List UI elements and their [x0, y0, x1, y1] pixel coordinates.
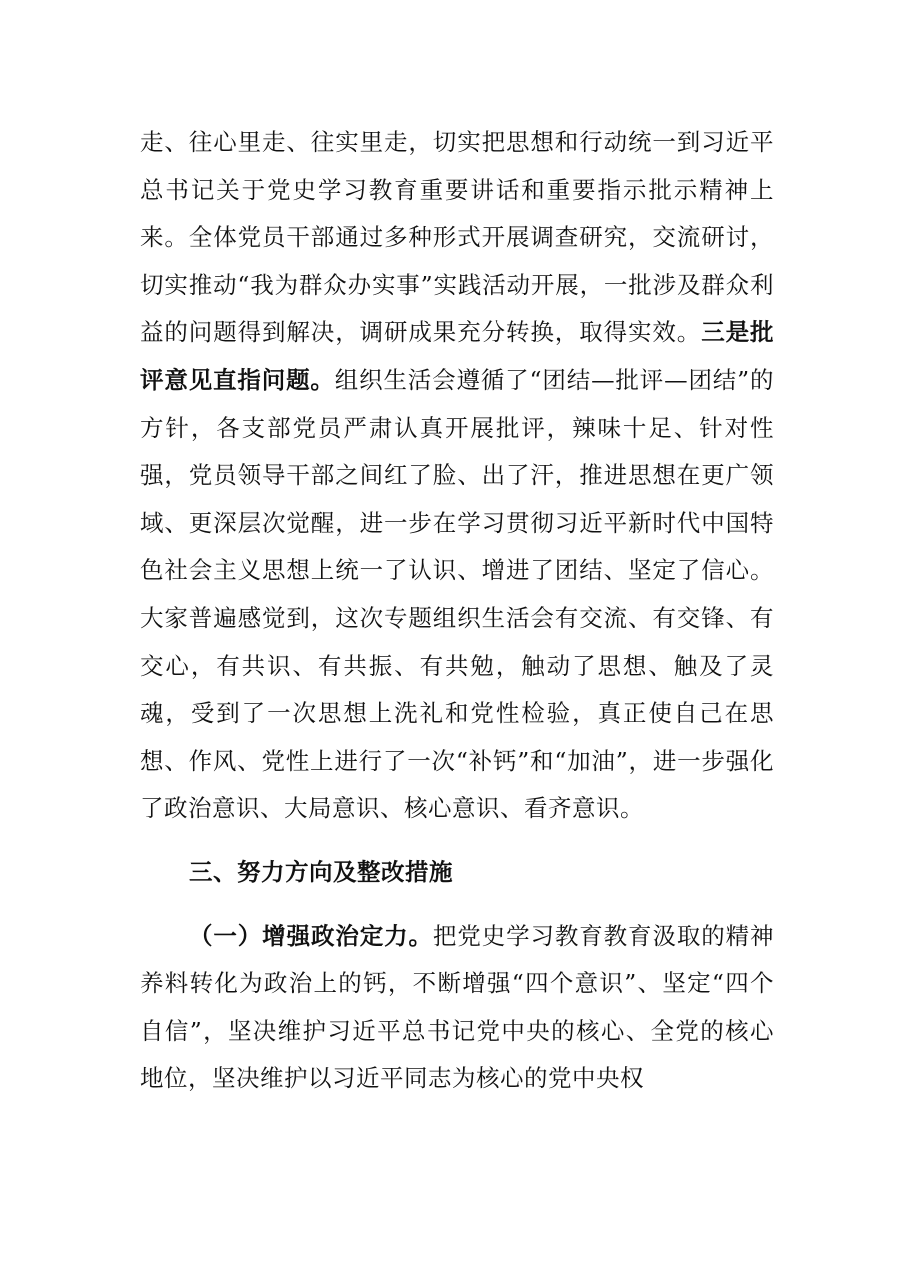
paragraph-bold-lead: （一）增强政治定力。: [189, 921, 433, 950]
section-heading: 三、努力方向及整改措施: [189, 857, 453, 886]
paragraph-text: 组织生活会遵循了“团结—批评—团结”的方针，各支部党员严肃认真开展批评，辣味十足、针对性强，党员领导干部之间红了脸、出了汗，推进思想在更广领域、更深层次觉醒，进一步在学习贯彻习近平新时代中国特色社会主义思想上统一了认识、增进了团结、坚定了信心。大家普遍感觉到，这次专题组织生活会有交流、有交锋、有交心，有共识、有共振、有共勉，触动了思想、触及了灵魂，受到了一次思想上洗礼和党性检验，真正使自己在思想、作风、党性上进行了一次“补钙”和“加油”，进一步强化了政治意识、大局意识、核心意识、看齐意识。: [140, 365, 775, 823]
paragraph-continuation: [140, 119, 774, 833]
document-body: [140, 119, 774, 1103]
paragraph-text: 把党史学习教育教育汲取的精神养料转化为政治上的钙，不断增强“四个意识”、坚定“四个自信”，坚决维护习近平总书记党中央的核心、全党的核心地位，坚决维护以习近平同志为核心的党中央权: [140, 921, 775, 1093]
paragraph-bold-lead: 三是批评意见直指问题。: [140, 318, 775, 394]
paragraph-text: 走、往心里走、往实里走，切实把思想和行动统一到习近平总书记关于党史学习教育重要讲话和重要指示批示精神上来。全体党员干部通过多种形式开展调查研究，交流研讨，切实推动“我为群众办实事”实践活动开展，一批涉及群众利益的问题得到解决，调研成果充分转换，取得实效。: [140, 128, 774, 347]
paragraph-measure-1: [140, 913, 774, 1103]
